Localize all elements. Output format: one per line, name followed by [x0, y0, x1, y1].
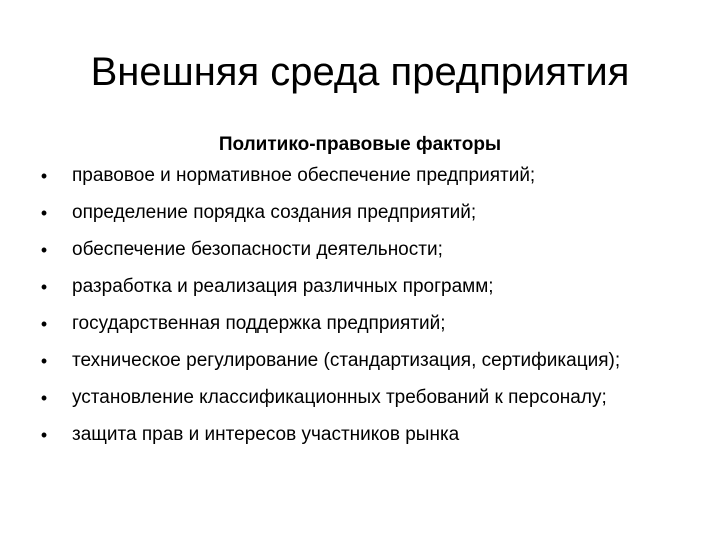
bullet-list: [34, 164, 654, 460]
bullet-item: [34, 201, 654, 225]
slide-title: Внешняя среда предприятия: [90, 50, 630, 94]
bullet-item: [34, 164, 654, 188]
slide-subtitle: Политико-правовые факторы: [218, 134, 502, 155]
bullet-text: техническое регулирование (стандартизация, сертификация);: [72, 350, 621, 371]
bullet-text: правовое и нормативное обеспечение предприятий;: [72, 165, 536, 186]
bullet-item: [34, 312, 654, 336]
bullet-text: государственная поддержка предприятий;: [72, 313, 446, 334]
bullet-item: [34, 386, 654, 410]
bullet-text: определение порядка создания предприятий;: [72, 202, 477, 223]
bullet-icon: •: [40, 425, 48, 445]
bullet-item: [34, 349, 654, 373]
bullet-icon: •: [40, 166, 48, 186]
bullet-text: обеспечение безопасности деятельности;: [72, 239, 443, 260]
bullet-text: разработка и реализация различных программ;: [72, 276, 494, 297]
bullet-icon: •: [40, 203, 48, 223]
bullet-icon: •: [40, 388, 48, 408]
bullet-icon: •: [40, 277, 48, 297]
bullet-item: [34, 238, 654, 262]
bullet-text: защита прав и интересов участников рынка: [72, 424, 460, 445]
bullet-icon: •: [40, 351, 48, 371]
bullet-text: установление классификационных требований к персоналу;: [72, 387, 607, 408]
bullet-icon: •: [40, 314, 48, 334]
bullet-icon: •: [40, 240, 48, 260]
bullet-item: [34, 423, 654, 447]
bullet-item: [34, 275, 654, 299]
